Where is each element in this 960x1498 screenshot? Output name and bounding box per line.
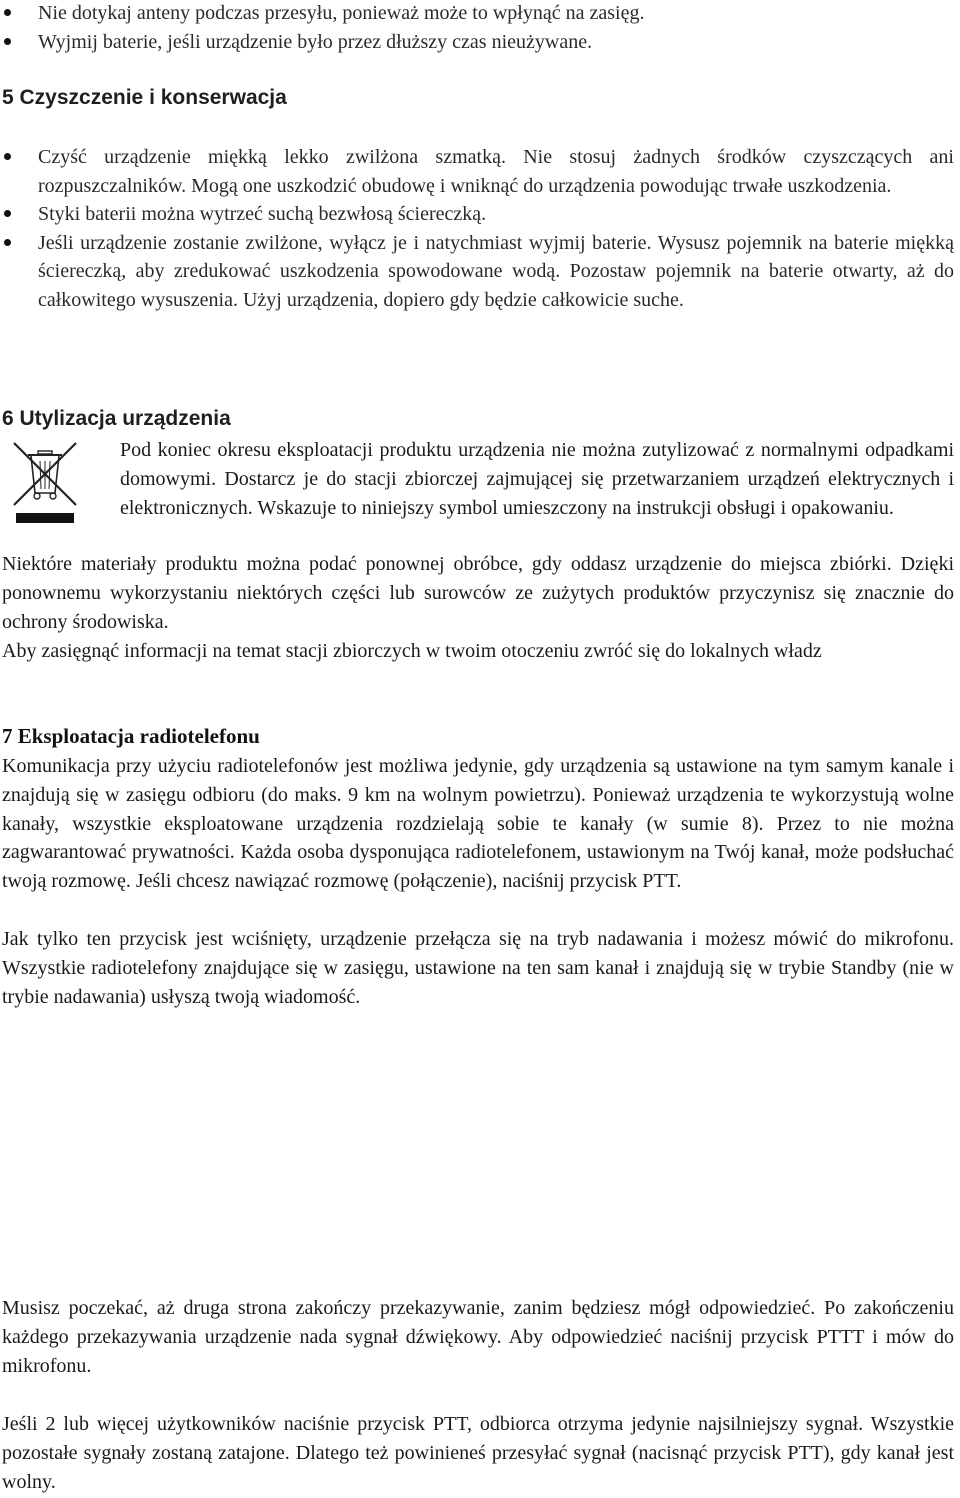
ptt-transmit-paragraph: Jak tylko ten przycisk jest wciśnięty, urządzenie przełącza się na tryb nadawania i możesz mówić do mikrofonu. Wszystkie radiotelefony znajdujące się w zasięgu, ustawione na ten sam kanał i znajdują się w trybie Standby (nie w trybie nadawania) usłyszą twoją wiadomość. bbox=[2, 928, 954, 1008]
top-bullet-list bbox=[0, 0, 960, 56]
weee-notice bbox=[0, 436, 960, 548]
list-item: Jeśli urządzenie zostanie zwilżone, wyłącz je i natychmiast wyjmij baterie. Wysusz pojemnik na baterie miękką ściereczką, aby zredukować uszkodzenia spowodowane wodą. Pozostaw pojemnik na baterie otwarty, aż do całkowitego wysuszenia. Użyj urządzenia, dopiero gdy będzie całkowicie suche. bbox=[0, 229, 960, 315]
section-7-heading: 7 Eksploatacja radiotelefonu bbox=[2, 724, 260, 748]
weee-crossed-bin-icon bbox=[10, 441, 80, 525]
recycling-paragraph: Niektóre materiały produktu można podać ponownej obróbce, gdy oddasz urządzenie do miejsca zbiórki. Dzięki ponownemu wykorzystaniu niektórych części lub surowców ze zużytych produktów przyczynisz się znacznie do ochrony środowiska. bbox=[2, 553, 954, 633]
section-6-heading bbox=[2, 407, 231, 431]
local-authorities-paragraph: Aby zasięgnąć informacji na temat stacji zbiorczych w twoim otoczeniu zwróć się do lokalnych władz bbox=[2, 640, 822, 662]
list-item: Styki baterii można wytrzeć suchą bezwłosą ściereczką. bbox=[0, 200, 960, 229]
list-item: Czyść urządzenie miękką lekko zwilżona szmatką. Nie stosuj żadnych środków czyszczących ani rozpuszczalników. Mogą one uszkodzić obudowę i wniknąć do urządzenia powodując trwałe uszkodzenia. bbox=[0, 143, 960, 200]
wait-reply-paragraph: Musisz poczekać, aż druga strona zakończy przekazywanie, zanim będziesz mógł odpowiedzieć. Po zakończeniu każdego przekazywania urządzenie nada sygnał dźwiękowy. Aby odpowiedzieć naciśnij przycisk PTTT i mów do mikrofonu. bbox=[2, 1297, 954, 1377]
section-5-heading: 5 Czyszczenie i konserwacja bbox=[2, 86, 287, 109]
radio-operation-paragraph: Komunikacja przy użyciu radiotelefonów jest możliwa jedynie, gdy urządzenia są ustawione na tym samym kanale i znajdują się w zasięgu odbioru (do maks. 9 km na wolnym powietrzu). Ponieważ urządzenia te wykorzystują wolne kanały, wszystkie eksploatowane urządzenia rozdzielają sobie te kanały (w sumie 8). Przez to nie można zagwarantować prywatności. Każda osoba dysponująca radiotelefonem, ustawionym na Twój kanał, może podsłuchać twoją rozmowę. Jeśli chcesz nawiązać rozmowę (połączenie), naciśnij przycisk PTT. bbox=[2, 755, 954, 893]
section-6-heading-text: 6 Utylizacja urządzenia bbox=[2, 407, 231, 430]
section-5-bullet-list bbox=[0, 143, 960, 315]
multiple-users-paragraph: Jeśli 2 lub więcej użytkowników naciśnie przycisk PTT, odbiorca otrzyma jedynie najsilniejszy sygnał. Wszystkie pozostałe sygnały zostaną zatajone. Dlatego też powinieneś przesyłać sygnał (nacisnąć przycisk PTT), gdy kanał jest wolny. bbox=[2, 1413, 954, 1493]
list-item: Nie dotykaj anteny podczas przesyłu, ponieważ może to wpłynąć na zasięg. bbox=[0, 0, 960, 28]
list-item: Wyjmij baterie, jeśli urządzenie było przez dłuższy czas nieużywane. bbox=[0, 28, 960, 57]
weee-description: Pod koniec okresu eksploatacji produktu urządzenia nie można zutylizować z normalnymi odpadkami domowymi. Dostarcz je do stacji zbiorczej zajmującej się przetwarzaniem urządzeń elektrycznych i elektronicznych. Wskazuje to niniejszy symbol umieszczony na instrukcji obsługi i opakowaniu. bbox=[120, 439, 954, 519]
